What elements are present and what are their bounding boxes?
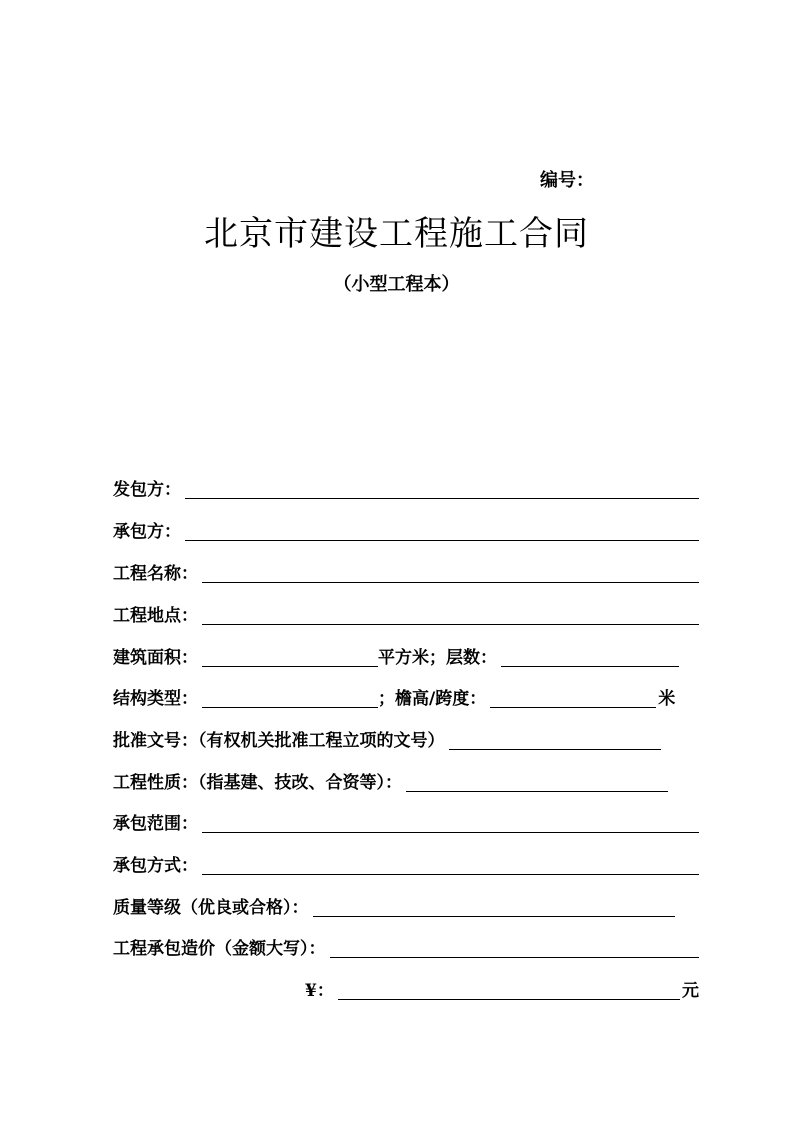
project-nature-field[interactable] [406, 791, 668, 792]
contract-price-row [113, 936, 699, 960]
employer-row [113, 477, 699, 501]
contract-price-field[interactable] [330, 957, 700, 958]
contract-scope-label: 承包范围： [113, 814, 198, 834]
height-unit-label: 米 [658, 689, 676, 709]
building-area-field[interactable] [202, 666, 378, 667]
price-numeric-row [305, 978, 699, 1002]
yen-label: ¥： [305, 981, 334, 1001]
currency-unit-label: 元 [682, 981, 699, 1001]
project-name-field[interactable] [202, 582, 699, 583]
quality-grade-row [113, 895, 699, 919]
contract-price-label: 工程承包造价（金额大写）： [113, 939, 326, 959]
contract-scope-row [113, 811, 699, 835]
project-nature-label: 工程性质：（指基建、技改、合资等）： [113, 773, 402, 793]
page-title: 北京市建设工程施工合同 [204, 214, 589, 254]
project-location-row [113, 603, 699, 627]
contractor-label: 承包方： [113, 522, 181, 542]
building-area-label: 建筑面积： [113, 648, 198, 668]
structure-type-field[interactable] [202, 707, 378, 708]
contractor-row [113, 519, 699, 543]
project-nature-row [113, 770, 699, 794]
project-location-field[interactable] [202, 624, 699, 625]
structure-type-label: 结构类型： [113, 689, 198, 709]
eave-height-span-label: ；檐高/跨度： [378, 689, 487, 709]
contractor-field[interactable] [185, 540, 699, 541]
approval-doc-field[interactable] [449, 749, 661, 750]
floors-field[interactable] [501, 666, 679, 667]
contract-method-row [113, 853, 699, 877]
quality-grade-label: 质量等级（优良或合格）： [113, 898, 309, 918]
project-location-label: 工程地点： [113, 606, 198, 626]
employer-field[interactable] [185, 498, 699, 499]
eave-height-span-field[interactable] [490, 707, 656, 708]
project-name-label: 工程名称： [113, 564, 198, 584]
employer-label: 发包方： [113, 480, 181, 500]
contract-scope-field[interactable] [202, 832, 699, 833]
page-subtitle: （小型工程本） [333, 274, 460, 295]
building-area-row [113, 645, 699, 669]
structure-type-row [113, 686, 699, 710]
contract-method-field[interactable] [202, 874, 699, 875]
approval-doc-row [113, 728, 699, 752]
project-name-row [113, 561, 699, 585]
price-numeric-field[interactable] [338, 999, 680, 1000]
approval-doc-label: 批准文号：（有权机关批准工程立项的文号） [113, 731, 445, 751]
area-unit-floors-label: 平方米；层数： [378, 648, 497, 668]
quality-grade-field[interactable] [313, 916, 675, 917]
contract-number-label: 编号： [540, 170, 594, 191]
contract-method-label: 承包方式： [113, 856, 198, 876]
